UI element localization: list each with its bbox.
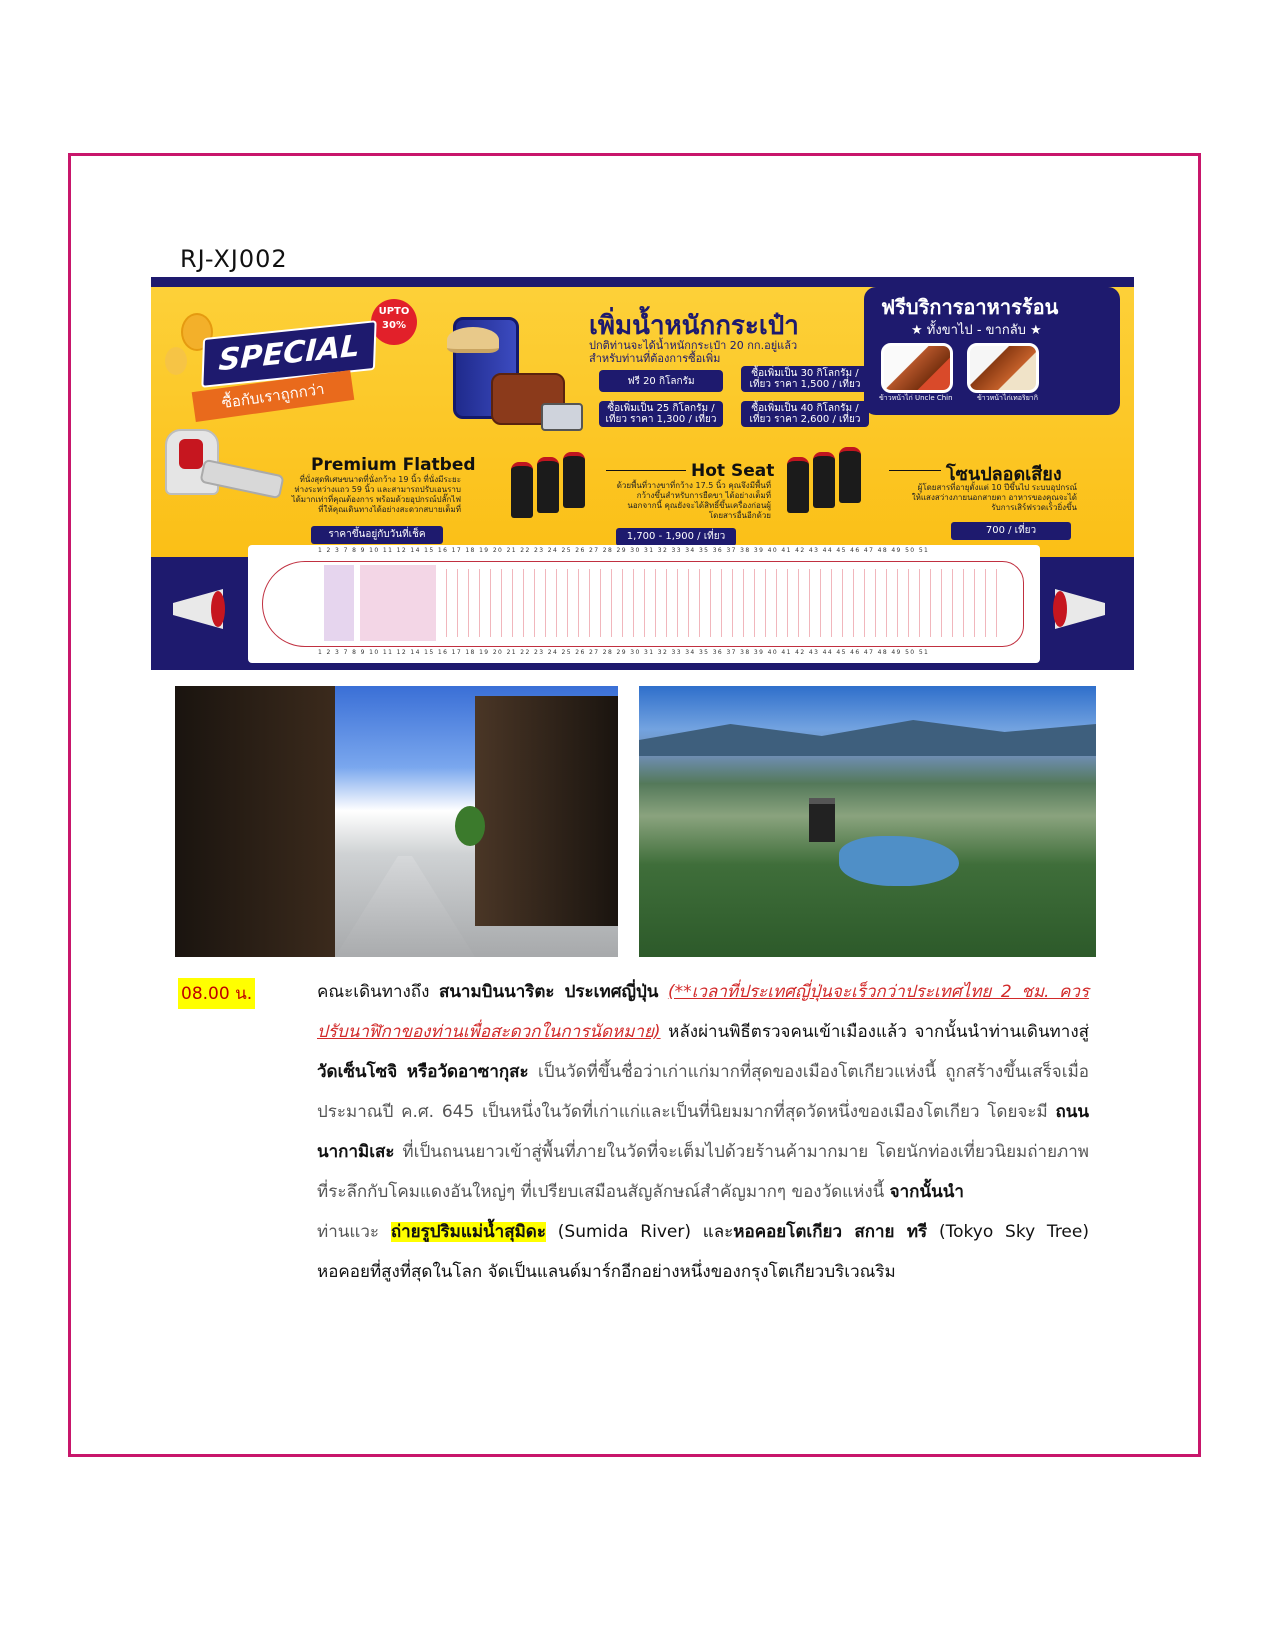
photo-old-town-street xyxy=(175,686,618,957)
weight-option: ซื้อเพิ่มเป็น 30 กิโลกรัม / เที่ยว ราคา 1,500 / เที่ยว xyxy=(741,366,869,392)
divider-line xyxy=(606,470,686,471)
special-sub-label: ซื้อกับเราถูกกว่า xyxy=(192,370,355,422)
quiet-zone-title: โซนปลอดเสียง xyxy=(946,464,1062,485)
mountains xyxy=(639,716,1096,756)
seat-icon xyxy=(839,447,861,503)
text-run-bold: จากนั้นนำ xyxy=(889,1182,964,1202)
seat-icon xyxy=(787,457,809,513)
seat-icon xyxy=(813,452,835,508)
street-road xyxy=(335,856,475,957)
special-label: SPECIAL xyxy=(201,320,376,388)
time-label: 08.00 น. xyxy=(178,978,255,1009)
hotseat-desc: ด้วยพื้นที่วางขาที่กว้าง 17.5 นิ้ว คุณจึงมีพื้นที่กว้างขึ้นสำหรับการยืดขา ได้อย่างเต็มที่ นอกจากนี้ คุณยังจะได้สิทธิ์ขึ้นเครื่องก่อนผู้โดยสารอื่นอีกด้วย xyxy=(616,481,771,520)
skytree-name: หอคอยโตเกียว สกาย ทรี xyxy=(733,1222,928,1242)
flatbed-price: ราคาขึ้นอยู่กับวันที่เช็ค xyxy=(311,526,443,544)
weight-option: ซื้อเพิ่มเป็น 40 กิโลกรัม / เที่ยว ราคา 2,600 / เที่ยว xyxy=(741,401,869,427)
hat-icon xyxy=(447,327,499,353)
hotseat-price: 1,700 - 1,900 / เที่ยว xyxy=(616,528,736,546)
street-tree xyxy=(455,806,485,846)
time-note: (**เวลาที่ประเทศญี่ปุ่นจะเร็วกว่าประเทศไทย 2 ชม. ควรปรับนาฬิกาของท่านเพื่อสะดวกในการนัดหมาย) xyxy=(317,982,1090,1042)
seat-icon xyxy=(537,457,559,513)
quiet-zone-price: 700 / เที่ยว xyxy=(951,522,1071,540)
hot-meal-title: ฟรีบริการอาหารร้อน xyxy=(881,295,1059,319)
castle-moat xyxy=(839,836,959,886)
seat-row-numbers: 1 2 3 7 8 9 10 11 12 14 15 16 17 18 19 20 21 22 23 24 25 26 27 28 29 30 31 32 33 34 35 36 37 38 39 40 41 42 43 44 45 46 47 48 49 50 51 xyxy=(318,649,930,656)
highlighted-activity: ถ่ายรูปริมแม่น้ำสุมิดะ xyxy=(390,1222,546,1242)
airport-name: สนามบินนาริตะ ประเทศญี่ปุ่น xyxy=(438,982,659,1002)
street-right-buildings xyxy=(475,696,618,926)
street-left-buildings xyxy=(175,686,335,957)
seat-icon xyxy=(511,462,533,518)
promo-banner xyxy=(151,277,1134,670)
text-run: หลังผ่านพิธีตรวจคนเข้าเมืองแล้ว จากนั้นนำท่านเดินทางสู่ xyxy=(660,1022,1089,1042)
hotseat-title: Hot Seat xyxy=(691,461,775,481)
flatbed-desc: ที่นั่งสุดพิเศษขนาดที่นั่งกว้าง 19 นิ้ว ที่นั่งมีระยะห่างระหว่างแถว 59 นิ้ว และสามารถปรับเอนราบได้มากเท่าที่คุณต้องการ พร้อมด้วยอุปกรณ์ปลั๊กไฟ ที่ให้คุณเดินทางได้อย่างสะดวกสบายเต็มที่ xyxy=(291,475,461,514)
text-run: (Tokyo Sky Tree) หอคอยที่สูงที่สุดในโลก จัดเป็นแลนด์มาร์กอีกอย่างหนึ่งของกรุงโตเกียวบริเวณริม xyxy=(317,1222,1089,1282)
text-run: ที่เป็นถนนยาวเข้าสู่พื้นที่ภายในวัดที่จะเต็มไปด้วยร้านค้ามากมาย โดยนักท่องเที่ยวนิยมถ่ายภาพที่ระลึกกับโคมแดงอันใหญ่ๆ ที่เปรียบเสมือนสัญลักษณ์สำคัญมากๆ ของวัดแห่งนี้ xyxy=(317,1142,1089,1202)
banner-top-bar xyxy=(151,277,1134,287)
meal-caption: ข้าวหน้าไก่เทอริยากิ xyxy=(977,394,1038,402)
hot-meal-sub: ★ ทั้งขาไป - ขากลับ ★ xyxy=(911,323,1042,338)
megaphone-icon xyxy=(1051,581,1121,641)
castle xyxy=(809,798,835,842)
tour-code: RJ-XJ002 xyxy=(180,245,288,273)
quiet-zone-desc: ผู้โดยสารที่อายุตั้งแต่ 10 ปีขึ้นไป ระบบอุปกรณ์ให้แสงสว่างภายนอกสายตา อาหารของคุณจะได้รับการเสิร์ฟรวดเร็วยิ่งขึ้น xyxy=(911,483,1077,512)
text-run: เป็นวัดที่ขึ้นชื่อว่าเก่าแก่มากที่สุดของเมืองโตเกียวแห่งนี้ ถูกสร้างขึ้นเสร็จเมื่อประมาณปี ค.ศ. 645 เป็นหนึ่งในวัดที่เก่าแก่และเป็นที่นิยมมากที่สุดวัดหนึ่งของเมืองโตเกียว โดยจะมี xyxy=(317,1062,1089,1122)
text-run: ท่านแวะ xyxy=(317,1222,391,1242)
weight-desc: ปกติท่านจะได้น้ำหนักกระเป๋า 20 กก.อยู่แล้ว สำหรับท่านที่ต้องการซื้อเพิ่ม xyxy=(589,339,798,365)
seat-row-numbers: 1 2 3 7 8 9 10 11 12 14 15 16 17 18 19 20 21 22 23 24 25 26 27 28 29 30 31 32 33 34 35 36 37 38 39 40 41 42 43 44 45 46 47 48 49 50 51 xyxy=(318,547,930,554)
flatbed-title: Premium Flatbed xyxy=(311,455,476,475)
photo-castle-city xyxy=(639,686,1096,957)
itinerary-paragraph xyxy=(317,972,1089,1292)
hot-seat-zone xyxy=(360,565,436,641)
weight-option: ฟรี 20 กิโลกรัม xyxy=(599,370,723,392)
divider-line xyxy=(889,470,941,471)
text-run: คณะเดินทางถึง xyxy=(317,982,439,1002)
economy-seats xyxy=(444,569,1004,637)
camera-icon xyxy=(541,403,583,431)
discount-badge: UPTO 30% xyxy=(371,299,417,345)
weight-title: เพิ่มน้ำหนักกระเป๋า xyxy=(589,311,799,341)
flatbed-seat-image xyxy=(161,427,281,507)
seat-map xyxy=(248,545,1040,663)
megaphone-icon xyxy=(159,581,229,641)
flatbed-zone xyxy=(324,565,354,641)
street-name: ถนนนากามิเสะ xyxy=(317,1102,1089,1162)
meal-photo xyxy=(881,343,953,393)
meal-photo xyxy=(967,343,1039,393)
seat-icon xyxy=(563,452,585,508)
text-run: (Sumida River) และ xyxy=(545,1222,734,1242)
temple-name: วัดเซ็นโซจิ หรือวัดอาซากุสะ xyxy=(317,1062,529,1082)
meal-caption: ข้าวหน้าไก่ Uncle Chin xyxy=(879,394,953,402)
weight-option: ซื้อเพิ่มเป็น 25 กิโลกรัม / เที่ยว ราคา 1,300 / เที่ยว xyxy=(599,401,723,427)
balloon-icon xyxy=(165,347,187,375)
